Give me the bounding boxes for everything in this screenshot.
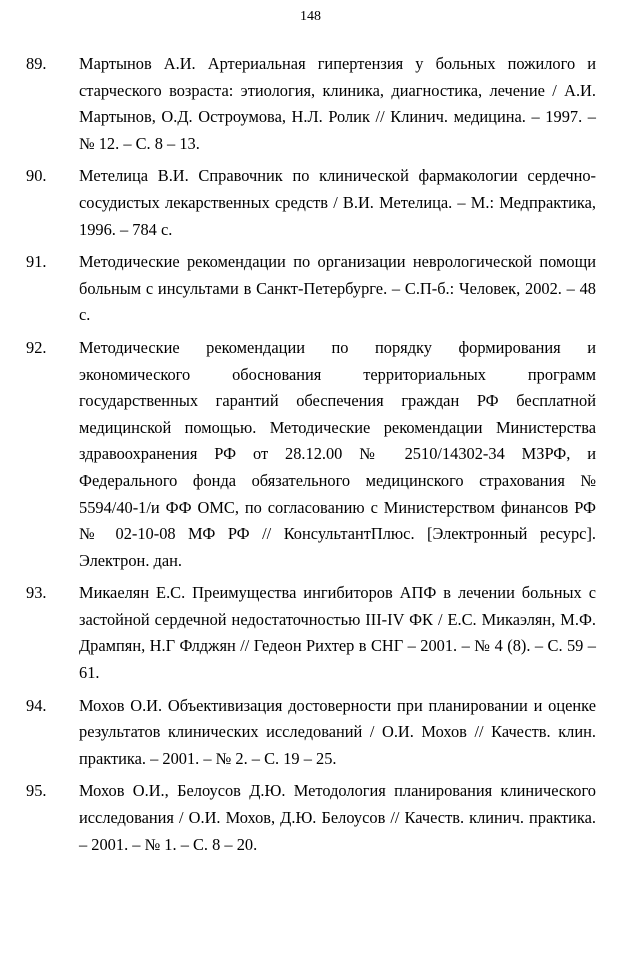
reference-text: Методические рекомендации по порядку формирования и экономического обоснования территориальных программ государственных гарантий обеспечения граждан РФ бесплатной медицинской помощью. Методические рекомендации Министерства здравоохранения РФ от 28.12.00 № 2510/14302-34 МЗРФ, и Федерального фонда обязательного медицинского страхования № 5594/40-1/и ФФ ОМС, по согласованию с Министерством финансов РФ № 02-10-08 МФ РФ // КонсультантПлюс. [Электронный ресурс]. Электрон. дан. (79, 337, 596, 570)
reference-text: Мохов О.И., Белоусов Д.Ю. Методология планирования клинического исследования / О.И. Мохов, Д.Ю. Белоусов // Качеств. клинич. практика. – 2001. – № 1. – С. 8 – 20. (79, 781, 596, 854)
reference-item (26, 249, 596, 329)
reference-item (26, 335, 596, 574)
reference-number: 94. (26, 695, 47, 715)
reference-list (26, 51, 596, 864)
reference-number: 89. (26, 54, 47, 73)
reference-text: Метелица В.И. Справочник по клинической фармакологии сердечно-сосудистых лекарственных средств / В.И. Метелица. – М.: Медпрактика, 1996. – 784 с. (79, 166, 596, 239)
reference-number: 90. (26, 166, 47, 186)
reference-text: Методические рекомендации по организации неврологической помощи больным с инсультами в Санкт-Петербурге. – С.П-б.: Человек, 2002. – 48 с. (79, 252, 596, 325)
reference-number: 91. (26, 252, 47, 272)
reference-number: 93. (26, 583, 47, 603)
reference-item (26, 778, 596, 858)
reference-text: Мохов О.И. Объективизация достоверности при планировании и оценке результатов клинических исследований / О.И. Мохов // Качеств. клин. практика. – 2001. – № 2. – С. 19 – 25. (79, 695, 596, 768)
reference-item (26, 693, 596, 773)
reference-item (26, 163, 596, 243)
reference-number: 92. (26, 337, 47, 357)
reference-text: Микаелян Е.С. Преимущества ингибиторов АПФ в лечении больных с застойной сердечной недостаточностью III-IV ФК / Е.С. Микаэлян, М.Ф. Дрампян, Н.Г Флджян // Гедеон Рихтер в СНГ – 2001. – № 4 (8). – С. 59 – 61. (79, 583, 596, 683)
reference-text: Мартынов А.И. Артериальная гипертензия у больных пожилого и старческого возраста: этиология, клиника, диагностика, лечение / А.И. Мартынов, О.Д. Остроумова, Н.Л. Ролик // Клинич. медицина. – 1997. – № 12. – С. 8 – 13. (79, 54, 596, 153)
page-number: 148 (300, 9, 321, 24)
reference-item (26, 580, 596, 686)
reference-item (26, 51, 596, 157)
reference-number: 95. (26, 781, 47, 801)
